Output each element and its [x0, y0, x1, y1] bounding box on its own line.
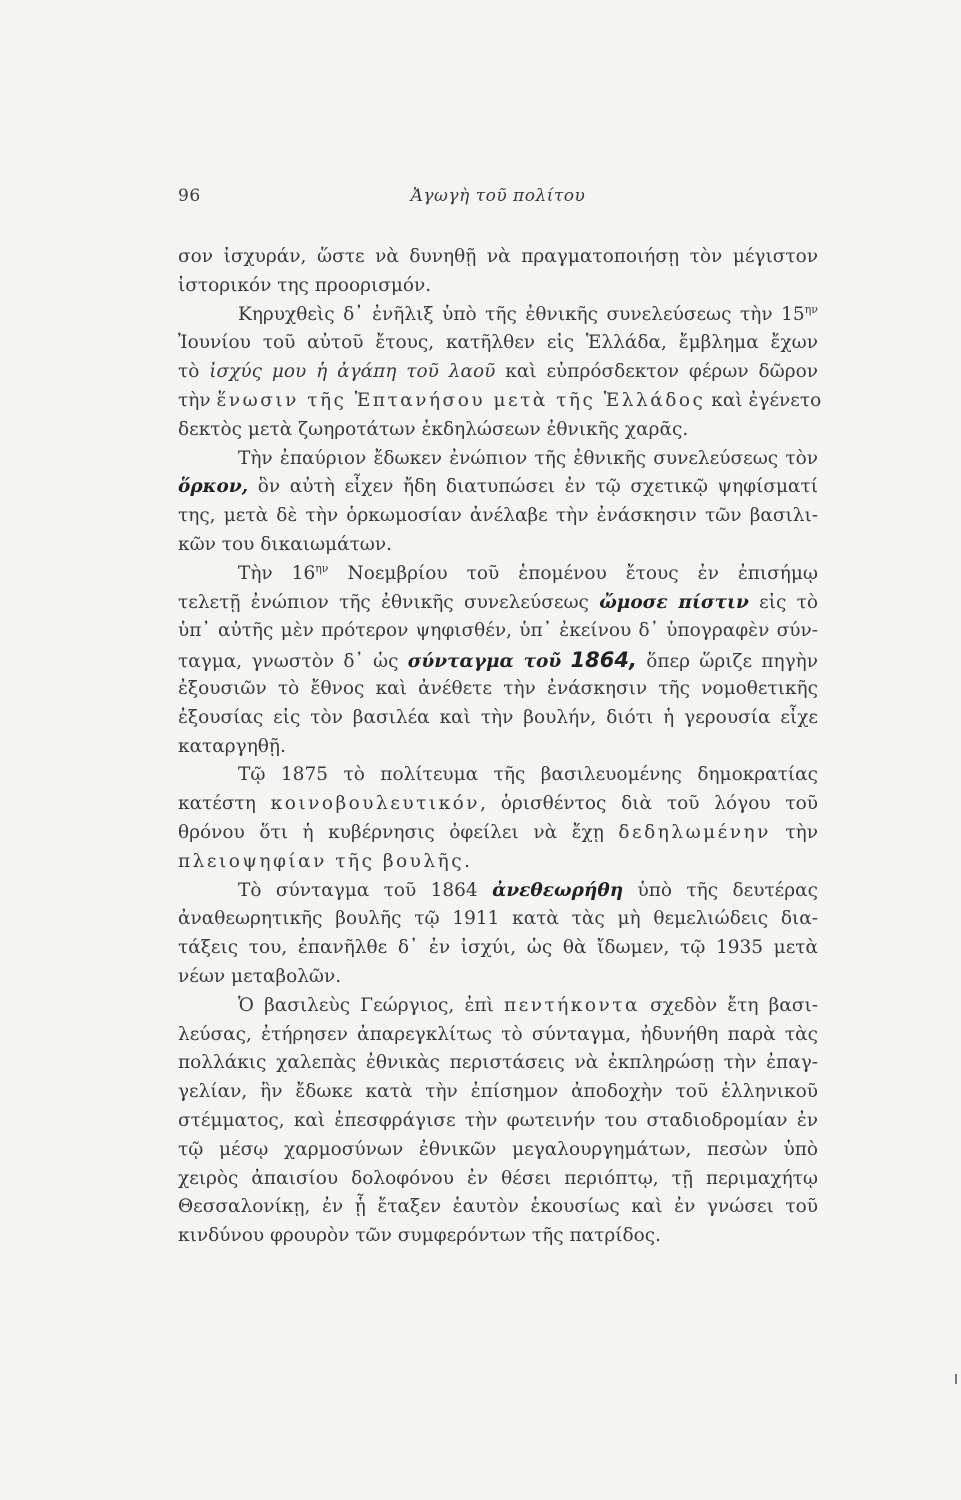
text-span: ὃν αὐτὴ εἶχεν ἤδη διατυπώσει ἐν τῷ σχετικῷ ψηφίσματί — [248, 476, 818, 498]
text-line — [178, 416, 818, 445]
text-span: καὶ ἐγένετο — [705, 389, 822, 411]
emphasis-span: πεντήκοντα — [503, 994, 640, 1016]
text-span: καταργηθῇ. — [178, 735, 286, 757]
text-span: ταγμα, γνωστὸν δ᾽ ὡς — [178, 651, 408, 673]
text-span: Κηρυχθεὶς δ᾽ ἐνῆλιξ ὑπὸ τῆς ἐθνικῆς συνελεύσεως τὴν 15 — [238, 303, 805, 325]
text-line — [178, 790, 818, 819]
text-line — [178, 733, 818, 762]
emphasis-span: πλειοψηφίαν τῆς βουλῆς — [178, 850, 465, 872]
emphasis-span: δεδηλωμένην — [618, 821, 771, 843]
text-span: Ὁ βασιλεὺς Γεώργιος, ἐπὶ — [238, 994, 504, 1016]
emphasis-span: 1864, — [570, 648, 637, 673]
text-span: ἐξουσίας εἰς τὸν βασιλέα καὶ τὴν βουλήν, διότι ἡ γερουσία εἶχε — [178, 706, 818, 728]
text-line — [178, 617, 818, 646]
text-span: καὶ εὐπρόσδεκτον φέρων δῶρον — [495, 361, 818, 383]
text-line — [178, 1078, 818, 1107]
scan-speck — [955, 1374, 957, 1384]
text-span: . — [464, 850, 470, 872]
text-span: Τὴν ἐπαύριον ἔδωκεν ἐνώπιον τῆς ἐθνικῆς συνελεύσεως τὸν — [238, 447, 818, 469]
text-span: σον ἰσχυράν, ὥστε νὰ δυνηθῇ νὰ πραγματοποιήσῃ τὸν μέγιστον — [178, 246, 818, 267]
emphasis-span: σύνταγμα τοῦ — [407, 651, 562, 673]
text-line — [178, 1021, 818, 1050]
text-line — [178, 272, 818, 301]
text-span: ὅπερ ὥριζε πηγὴν — [636, 651, 818, 673]
text-span: της, μετὰ δὲ τὴν ὁρκωμοσίαν ἀνέλαβε τὴν ἐνάσκησιν τῶν βασιλι- — [178, 505, 818, 527]
page-number: 96 — [178, 186, 201, 206]
text-span: κατέστη — [178, 793, 271, 815]
text-span: γελίαν, ἣν ἔδωκε κατὰ τὴν ἐπίσημον ἀποδοχὴν τοῦ ἑλληνικοῦ — [178, 1081, 818, 1103]
text-span: ἱστορικόν της προορισμόν. — [178, 274, 432, 296]
text-line — [178, 531, 818, 560]
text-span: ἀναθεωρητικῆς βουλῆς τῷ 1911 κατὰ τὰς μὴ θεμελιώδεις δια- — [178, 908, 818, 930]
text-span: νέων μεταβολῶν. — [178, 965, 342, 987]
text-span: τὴν — [178, 389, 217, 411]
text-line — [178, 877, 818, 906]
text-line — [178, 819, 818, 848]
text-line — [178, 1193, 818, 1222]
text-span: στέμματος, καὶ ἐπεσφράγισε τὴν φωτεινήν του σταδιοδρομίαν ἐν — [178, 1109, 818, 1131]
text-line — [178, 301, 818, 330]
text-span: πολλάκις χαλεπὰς ἐθνικὰς περιστάσεις νὰ ἐκπληρώσῃ τὴν ἐπαγ- — [178, 1052, 818, 1074]
text-span — [561, 651, 570, 672]
text-line — [178, 848, 818, 877]
text-line — [178, 963, 818, 992]
text-span: ἐξουσιῶν τὸ ἔθνος καὶ ἀνέθετε τὴν ἐνάσκησιν τῆς νομοθετικῆς — [178, 677, 818, 699]
text-line — [178, 358, 818, 387]
emphasis-span: ἀνεθεωρήθη — [492, 879, 624, 901]
text-span: λεύσας, ἐτήρησεν ἀπαρεγκλίτως τὸ σύνταγμα, ἠδυνήθη παρὰ τὰς — [178, 1023, 818, 1045]
text-span: , ὁρισθέντος διὰ τοῦ λόγου τοῦ — [480, 793, 819, 815]
text-span: εἰς τὸ — [748, 591, 818, 613]
emphasis-span: κοινοβουλευτικόν — [270, 793, 481, 815]
text-line — [178, 473, 818, 502]
text-line — [178, 387, 822, 416]
running-head — [178, 186, 818, 212]
text-span: κῶν του δικαιωμάτων. — [178, 533, 393, 555]
text-span: Τὸ σύνταγμα τοῦ 1864 — [238, 879, 493, 901]
text-span: τάξεις του, ἐπανῆλθε δ᾽ ἐν ἰσχύι, ὡς θὰ ἴδωμεν, τῷ 1935 μετὰ — [178, 937, 818, 959]
text-span: σχεδὸν ἔτη βασι- — [639, 994, 818, 1016]
emphasis-span: ὤμοσε πίστιν — [599, 591, 749, 613]
text-line — [178, 646, 818, 675]
text-line — [178, 1107, 818, 1136]
text-span: δεκτὸς μετὰ ζωηροτάτων ἐκδηλώσεων ἐθνικῆς χαρᾶς. — [178, 418, 689, 440]
superscript: ην — [315, 561, 329, 575]
text-span: Τὴν 16 — [238, 562, 316, 584]
emphasis-span: ἰσχύς μου ἡ ἀγάπη τοῦ λαοῦ — [209, 361, 496, 383]
text-span: Τῷ 1875 τὸ πολίτευμα τῆς βασιλευομένης δημοκρατίας — [238, 764, 818, 786]
text-line — [178, 761, 818, 790]
text-line — [178, 243, 818, 272]
text-span: τὴν — [770, 821, 818, 843]
text-line — [178, 1222, 818, 1251]
running-title: Ἀγωγὴ τοῦ πολίτου — [410, 186, 586, 206]
text-line — [178, 675, 818, 704]
text-line — [178, 560, 818, 589]
emphasis-span: ὅρκον, — [178, 476, 249, 498]
text-line — [178, 704, 818, 733]
text-line — [178, 992, 818, 1021]
text-span: κινδύνου φρουρὸν τῶν συμφερόντων τῆς πατρίδος. — [178, 1225, 661, 1247]
text-span: Νοεμβρίου τοῦ ἑπομένου ἔτους ἐν ἐπισήμῳ — [328, 562, 818, 584]
text-span: τελετῇ ἐνώπιον τῆς ἐθνικῆς συνελεύσεως — [178, 591, 600, 613]
text-line — [178, 934, 818, 963]
text-line — [178, 1049, 818, 1078]
text-line — [178, 1165, 818, 1194]
text-span: Θεσσαλονίκῃ, ἐν ᾗ ἔταξεν ἑαυτὸν ἑκουσίως καὶ ἐν γνώσει τοῦ — [178, 1196, 818, 1218]
text-line — [178, 905, 818, 934]
text-span: Ἰουνίου τοῦ αὐτοῦ ἔτους, κατῆλθεν εἰς Ἑλλάδα, ἔμβλημα ἔχων — [178, 332, 818, 354]
superscript: ην — [804, 302, 818, 316]
emphasis-span: ἕνωσιν τῆς Ἑπτανήσου μετὰ τῆς Ἑλλάδος — [216, 389, 706, 411]
text-span: χειρὸς ἀπαισίου δολοφόνου ἐν θέσει περιόπτῳ, τῇ περιμαχήτῳ — [178, 1167, 818, 1189]
body-text — [178, 243, 822, 1251]
text-span: τῷ μέσῳ χαρμοσύνων ἐθνικῶν μεγαλουργημάτων, πεσὼν ὑπὸ — [178, 1138, 818, 1160]
text-line — [178, 502, 818, 531]
text-line — [178, 445, 818, 474]
text-span: ὑπ᾽ αὐτῆς μὲν πρότερον ψηφισθέν, ὑπ᾽ ἐκείνου δ᾽ ὑπογραφὲν σύν- — [178, 620, 818, 642]
text-span: τὸ — [178, 361, 210, 383]
text-line — [178, 329, 818, 358]
text-line — [178, 589, 818, 618]
text-line — [178, 1136, 818, 1165]
text-span: θρόνου ὅτι ἡ κυβέρνησις ὀφείλει νὰ ἔχῃ — [178, 821, 619, 843]
text-span: ὑπὸ τῆς δευτέρας — [623, 879, 818, 901]
